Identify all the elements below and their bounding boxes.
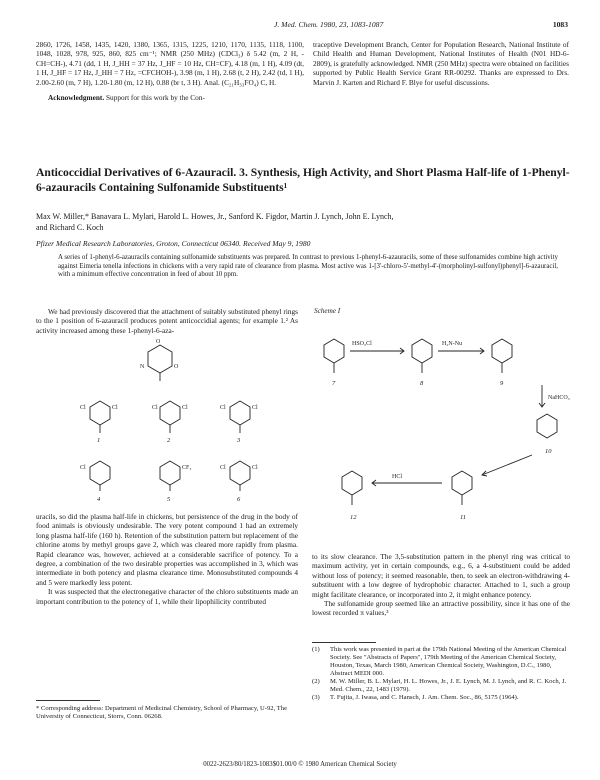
svg-text:O: O	[156, 339, 161, 345]
reagent-label: H₂N-Nu	[442, 341, 463, 347]
compound-label: 7	[332, 380, 336, 387]
svg-text:Cl: Cl	[220, 465, 226, 471]
acknowledgment-continued: traceptive Development Branch, Center for Population Research, National Institute of Child Health and Human Development, National Institutes of Health (N01 HD-6-2809), is gratefully acknowledged. NMR (250 MHz) spectra were obtained on facilities supported by Public Health Service Grant RR-00292. Thanks are expressed to Drs. Marvin J. Karten and Richard F. Blye for useful discussions.	[313, 40, 569, 87]
reagent-label: HSO₃Cl	[352, 341, 372, 347]
svg-text:Cl: Cl	[220, 405, 226, 411]
compound-label: 9	[500, 380, 504, 387]
svg-text:Cl: Cl	[80, 465, 86, 471]
copyright-footer: 0022-2623/80/1823-1083$01.00/0 © 1980 American Chemical Society	[203, 761, 397, 768]
reference-number: (2)	[312, 678, 320, 685]
acknowledgment-label: Acknowledgment.	[48, 93, 105, 103]
phenyl-ring	[342, 471, 362, 495]
body-paragraph: It was suspected that the electronegative character of the chloro substituents made an important contribution to the potency of 1, while their lipophilicity contributed	[36, 587, 298, 606]
reference-text: T. Fujita, J. Iwasa, and C. Hansch, J. Am. Chem. Soc., 86, 5175 (1964).	[330, 694, 519, 701]
article-title: Anticoccidial Derivatives of 6-Azauracil. 3. Synthesis, High Activity, and Short Plasma Half-life of 1-Phenyl-6-azauracils Containing Sulfonamide Substituents¹	[36, 166, 570, 194]
spectral-data-text: 2860, 1726, 1458, 1435, 1420, 1380, 1365, 1315, 1225, 1210, 1170, 1135, 1118, 1100, 1048, 1028, 978, 925, 860, 825 cm⁻¹; NMR (250 MHz) (CDCl₃) δ 5.42 (m, 2 H, -CH=CH-), 4.71 (dd, 1 H, J_HH = 37 Hz, J_HF = 10 Hz, CH=CF), 4.18 (m, 1 H), 4.09 (dt, 1 H, J_HF = 17 Hz, J_HH = 7 Hz, =CFCHOH-), 3.98 (m, 1 H), 2.68 (t, 2 H), 2.42 (td, 1 H), 2.00-2.60 (m, 7 H), 1.20-1.80 (m, 12 H), 0.88 (br t, 3 H). Anal. (C₂₁H₃₃FO₄) C, H.	[36, 40, 304, 87]
phenyl-ring	[324, 339, 344, 363]
scheme-label: Scheme I	[314, 307, 341, 315]
svg-text:Cl: Cl	[182, 405, 188, 411]
svg-text:Cl: Cl	[152, 405, 158, 411]
corresponding-address: * Corresponding address: Department of Medicinal Chemistry, School of Pharmacy, U-92, The University of Connecticut, Storrs, Conn. 06268.	[36, 705, 287, 721]
phenyl-ring	[537, 414, 557, 438]
body-paragraph: uracils, so did the plasma half-life in chickens, but persistence of the drug in the body of food animals is obviously undesirable. The very potent compound 1 had an extremely long plasma half-life (160 h). Retention of the substitution pattern but replacement of the chlorine atoms by methyl groups gave 2, which was cleared more rapidly from plasma. Rapid clearance was, however, achieved at a considerable sacrifice of potency. To a degree, a combination of the two desirable properties was accomplished in 3, which was intermediate in both potency and plasma clearance time. Monosubstituted compounds 4 and 5 were markedly less potent.	[36, 512, 298, 587]
body-paragraph: to its slow clearance. The 3,5-substitution pattern in the phenyl ring was critical to maximum activity, yet in certain compounds, e.g., 6, a 4-substituent could be added without loss of potency; it seemed reasonable, then, to seek an electron-withdrawing 4-substituent with a low degree of hydrophobic character. Attached to 1, such a group might facilitate clearance, or incorporated into 2, it might enhance potency.	[312, 552, 570, 599]
body-paragraph: The sulfonamide group seemed like an attractive possibility, since it has one of the lowest recorded π values,³	[312, 599, 570, 618]
reagent-label: NaHCO₃	[548, 395, 570, 401]
reference-text: This work was presented in part at the 179th National Meeting of the American Chemical Society. See "Abstracts of Papers", 179th Meeting of the American Chemical Society, Houston, Texas, March 1980, American Chemical Society, Washington, D.C., 1980, Abstract MEDI 000.	[330, 646, 567, 677]
phenyl-ring	[412, 339, 432, 363]
phenyl-ring	[452, 471, 472, 495]
running-header	[36, 20, 568, 32]
compound-label: 5	[167, 496, 171, 503]
body-left-column	[36, 512, 298, 606]
reference-item	[312, 678, 570, 694]
body-right-column	[312, 552, 570, 618]
phenyl-ring	[230, 401, 250, 425]
structure-figure	[60, 337, 280, 512]
svg-text:O: O	[174, 364, 179, 370]
acknowledgment	[36, 93, 304, 102]
authors-line-2: and Richard C. Koch	[36, 222, 104, 232]
journal-citation: J. Med. Chem. 1980, 23, 1083-1087	[274, 20, 384, 29]
abstract: A series of 1-phenyl-6-azauracils containing sulfonamide substituents was prepared. In contrast to previous 1-phenyl-6-azauracils, some of these sulfonamides combine high activity against Eimeria tenella infections in chickens with a very rapid rate of clearance from plasma. Most active was 1-[3'-chloro-5'-methyl-4'-(morpholinyl-sulfonyl)phenyl]-6-azauracil, with a minimum effective concentration in feed of about 10 ppm.	[58, 254, 558, 279]
reference-list	[312, 646, 570, 702]
phenyl-ring	[230, 461, 250, 485]
page-number: 1083	[552, 20, 568, 29]
svg-text:Cl: Cl	[112, 405, 118, 411]
reagent-label: HCl	[392, 474, 403, 480]
compound-label: 12	[350, 514, 357, 521]
phenyl-ring	[90, 401, 110, 425]
scheme-figure	[312, 305, 570, 549]
reference-text: M. W. Miller, B. L. Mylari, H. L. Howes, Jr., J. E. Lynch, M. J. Lynch, and R. C. Koch, J. Med. Chem., 22, 1483 (1979).	[330, 678, 567, 693]
svg-text:Cl: Cl	[252, 465, 258, 471]
authors-line-1: Max W. Miller,* Banavara L. Mylari, Harold L. Howes, Jr., Sanford K. Figdor, Martin J. Lynch, John E. Lynch,	[36, 212, 394, 221]
acknowledgment-text: Support for this work by the Con-	[105, 93, 205, 103]
affiliation: Pfizer Medical Research Laboratories, Groton, Connecticut 06340. Received May 9, 1980	[36, 239, 311, 248]
footnote-rule	[312, 642, 376, 643]
compound-label: 11	[460, 514, 467, 521]
compound-label: 8	[420, 380, 424, 387]
reference-item	[312, 694, 570, 702]
azauracil-ring	[148, 345, 172, 373]
compound-label: 3	[237, 437, 241, 444]
author-list	[36, 212, 576, 233]
reference-number: (1)	[312, 646, 320, 653]
compound-label: 1	[97, 437, 101, 444]
reference-item	[312, 646, 570, 678]
phenyl-ring	[90, 461, 110, 485]
phenyl-ring	[160, 461, 180, 485]
footnote-rule	[36, 700, 100, 701]
phenyl-ring	[492, 339, 512, 363]
compound-label: 10	[545, 448, 552, 455]
svg-text:N: N	[140, 364, 145, 370]
svg-text:Cl: Cl	[80, 405, 86, 411]
compound-label: 6	[237, 496, 241, 503]
svg-text:Cl: Cl	[252, 405, 258, 411]
phenyl-ring	[160, 401, 180, 425]
intro-paragraph: We had previously discovered that the attachment of suitably substituted phenyl rings to the 1 position of 6-azauracil produces potent anticoccidial agents; for example 1.² As activity increased among these 1-phenyl-6-aza-	[36, 307, 298, 335]
svg-text:CF₃: CF₃	[182, 465, 192, 471]
compound-label: 2	[167, 437, 171, 444]
compound-label: 4	[97, 496, 101, 503]
reference-number: (3)	[312, 694, 320, 701]
previous-article-tail	[36, 40, 304, 102]
